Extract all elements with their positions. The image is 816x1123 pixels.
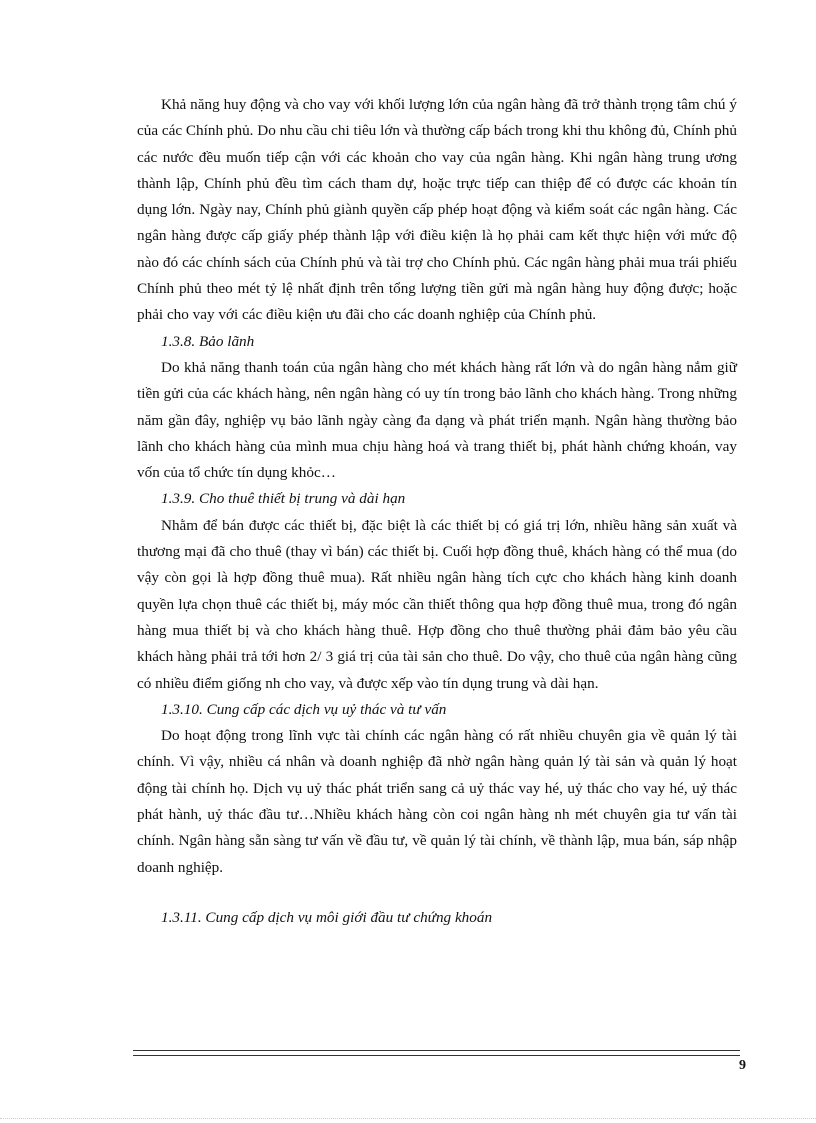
page-number: 9 (739, 1058, 746, 1073)
body-paragraph: Do hoạt động trong lĩnh vực tài chính các ngân hàng có rất nhiều chuyên gia về quản lý tài chính. Vì vậy, nhiều cá nhân và doanh nghiệp đã nhờ ngân hàng quản lý tài sản và quản lý hoạt động tài chính họ. Dịch vụ uỷ thác phát triển sang cả uỷ thác vay hé, uỷ thác cho vay hé, uỷ thác phát hành, uỷ thác đầu tư…Nhiều khách hàng còn coi ngân hàng nh mét chuyên gia tư vấn tài chính. Ngân hàng sẵn sàng tư vấn về đầu tư, về quản lý tài chính, về thành lập, mua bán, sáp nhập doanh nghiệp. (137, 727, 737, 876)
section-heading: 1.3.9. Cho thuê thiết bị trung và dài hạn (161, 490, 406, 508)
body-paragraph: Do khả năng thanh toán của ngân hàng cho mét khách hàng rất lớn và do ngân hàng nắm giữ tiền gửi của các khách hàng, nên ngân hàng có uy tín trong bảo lãnh cho khách hàng. Trong những năm gần đây, nghiệp vụ bảo lãnh ngày càng đa dạng và phát triển mạnh. Ngân hàng thường bảo lãnh cho khách hàng của mình mua chịu hàng hoá và trang thiết bị, phát hành chứng khoán, vay vốn của tổ chức tín dụng khỏc… (137, 358, 737, 482)
page-edge-divider (0, 1118, 816, 1119)
section-heading: 1.3.10. Cung cấp các dịch vụ uỷ thác và tư vấn (161, 700, 447, 718)
footer-double-rule (133, 1050, 740, 1056)
section-heading: 1.3.8. Bảo lãnh (161, 332, 255, 350)
document-body (137, 92, 737, 931)
section-heading: 1.3.11. Cung cấp dịch vụ môi giới đầu tư chứng khoán (161, 908, 493, 926)
body-paragraph: Khả năng huy động và cho vay với khối lượng lớn của ngân hàng đã trở thành trọng tâm chú ý của các Chính phủ. Do nhu cầu chi tiêu lớn và thường cấp bách trong khi thu không đủ, Chính phủ các nước đều muốn tiếp cận với các khoản cho vay của ngân hàng. Khi ngân hàng trung ương thành lập, Chính phủ đều tìm cách tham dự, hoặc trực tiếp can thiệp để có được các khoản tín dụng lớn. Ngày nay, Chính phủ giành quyền cấp phép hoạt động và kiểm soát các ngân hàng. Các ngân hàng được cấp giấy phép thành lập với điều kiện là họ phải cam kết thực hiện với mức độ nào đó các chính sách của Chính phủ và tài trợ cho Chính phủ. Các ngân hàng phải mua trái phiếu Chính phủ theo mét tỷ lệ nhất định trên tổng lượng tiền gửi mà ngân hàng huy động được; hoặc phải cho vay với các điều kiện ưu đãi cho các doanh nghiệp của Chính phủ. (137, 96, 737, 324)
body-paragraph: Nhằm để bán được các thiết bị, đặc biệt là các thiết bị có giá trị lớn, nhiều hãng sản xuất và thương mại đã cho thuê (thay vì bán) các thiết bị. Cuối hợp đồng thuê, khách hàng có thể mua (do vậy còn gọi là hợp đồng thuê mua). Rất nhiều ngân hàng tích cực cho khách hàng kinh doanh quyền lựa chọn thuê các thiết bị, máy móc cần thiết thông qua hợp đồng thuê mua, trong đó ngân hàng mua thiết bị và cho khách hàng thuê. Hợp đồng cho thuê thường phải đảm bảo yêu cầu khách hàng phải trả tới hơn 2/ 3 giá trị của tài sản cho thuê. Do vậy, cho thuê của ngân hàng cũng có nhiều điểm giống nh cho vay, và được xếp vào tín dụng trung và dài hạn. (137, 516, 737, 692)
